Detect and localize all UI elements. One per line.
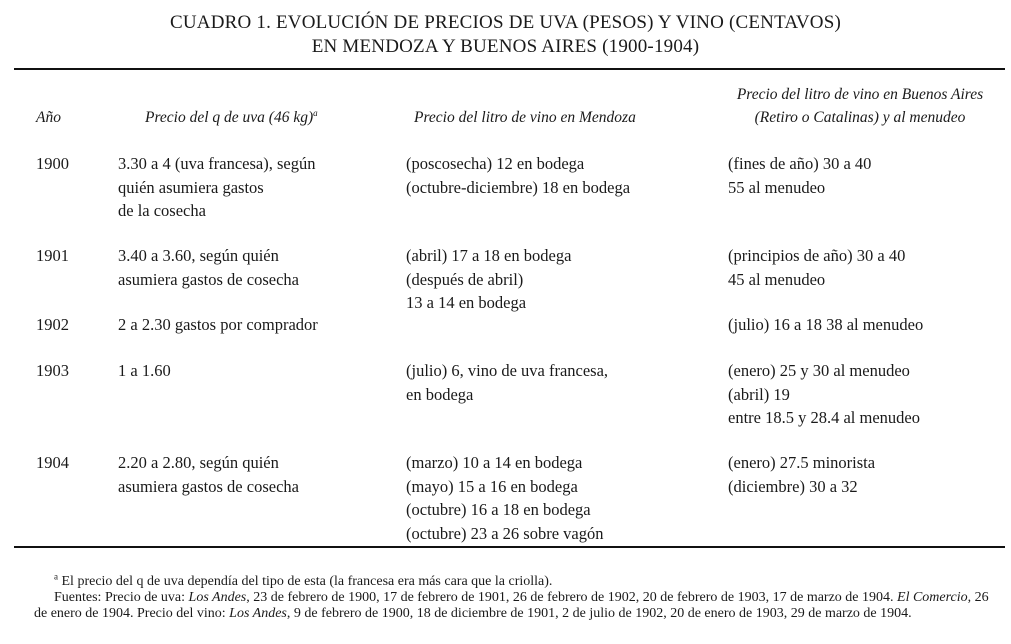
mendoza-price-line: (octubre-diciembre) 18 en bodega (406, 177, 631, 197)
header-year: Año (36, 109, 61, 126)
mendoza-price-line: (poscosecha) 12 en bodega (406, 154, 585, 173)
grape-price-cell (118, 244, 398, 291)
sources-text: , 9 de febrero de 1900, 18 de diciembre de 1901, 2 de julio de 1902, 20 de enero de 1903, 29 de marzo de 1904. (286, 606, 912, 621)
mendoza-price-cell (406, 152, 716, 199)
grape-price-line: 2 a 2.30 gastos por comprador (118, 315, 318, 334)
grape-price-cell (118, 359, 398, 383)
header-grape-price-label: Precio del q de uva (46 kg) (145, 109, 314, 126)
buenos-aires-price-line: (enero) 27.5 minorista (728, 453, 876, 472)
header-buenos-aires-line-2: (Retiro o Catalinas) y al menudeo (754, 109, 966, 126)
mendoza-price-line: (abril) 17 a 18 en bodega (406, 246, 572, 265)
buenos-aires-price-line: (fines de año) 30 a 40 (728, 154, 872, 173)
year-cell: 1900 (36, 154, 69, 173)
header-buenos-aires-price (720, 83, 1000, 129)
year-cell: 1904 (36, 453, 69, 472)
grape-price-line: 3.40 a 3.60, según quién (118, 246, 279, 265)
grape-price-line: 3.30 a 4 (uva francesa), según (118, 154, 316, 173)
table-title-line-1: CUADRO 1. EVOLUCIÓN DE PRECIOS DE UVA (PESOS) Y VINO (CENTAVOS) (169, 12, 841, 33)
grape-price-line: asumiera gastos de cosecha (118, 476, 299, 496)
buenos-aires-price-cell (728, 244, 1008, 291)
buenos-aires-price-line: 55 al menudeo (728, 177, 826, 197)
year-cell: 1902 (36, 315, 69, 334)
grape-price-cell (118, 451, 398, 498)
buenos-aires-price-line: (abril) 19 (728, 384, 790, 404)
buenos-aires-price-cell (728, 152, 1008, 199)
mendoza-price-line: (octubre) 16 a 18 en bodega (406, 500, 591, 519)
year-cell: 1901 (36, 246, 69, 265)
table-title-line-2: EN MENDOZA Y BUENOS AIRES (1900-1904) (311, 36, 700, 57)
top-rule (14, 68, 1005, 70)
sources-text: , 26 de enero de 1904. Precio del vino: (34, 590, 989, 621)
sources-text: , 23 de febrero de 1900, 17 de febrero de 1901, 26 de febrero de 1902, 20 de febrero de 1903, 17 de marzo de 1904. (246, 590, 898, 605)
footnote-marker: a (313, 107, 318, 118)
sources-text: Fuentes: Precio de uva: (54, 590, 189, 605)
buenos-aires-price-line: entre 18.5 y 28.4 al menudeo (728, 408, 920, 427)
header-buenos-aires-line-1: Precio del litro de vino en Buenos Aires (736, 86, 984, 103)
year-cell: 1903 (36, 361, 69, 380)
mendoza-price-line: en bodega (406, 384, 474, 404)
mendoza-price-line: (después de abril) (406, 269, 524, 289)
mendoza-price-cell (406, 451, 716, 545)
buenos-aires-price-cell (728, 451, 1008, 498)
footnote-a-marker: a (54, 571, 58, 582)
buenos-aires-price-cell (728, 313, 1008, 337)
grape-price-line: 1 a 1.60 (118, 361, 171, 380)
grape-price-cell (118, 313, 398, 337)
footnote-a-text: El precio del q de uva dependía del tipo de esta (la francesa era más cara que la criolla). (61, 574, 553, 589)
header-grape-price (145, 106, 318, 129)
source-el-comercio: El Comercio (897, 590, 968, 605)
source-los-andes: Los Andes (229, 606, 287, 621)
table-notes (34, 571, 1004, 622)
buenos-aires-price-cell (728, 359, 1008, 430)
buenos-aires-price-line: (julio) 16 a 18 38 al menudeo (728, 315, 924, 334)
sources-note (34, 590, 1004, 622)
grape-price-line: quién asumiera gastos (118, 177, 264, 197)
buenos-aires-price-line: (diciembre) 30 a 32 (728, 476, 858, 496)
mendoza-price-line: (julio) 6, vino de uva francesa, (406, 361, 609, 380)
grape-price-line: de la cosecha (118, 201, 206, 220)
buenos-aires-price-line: (principios de año) 30 a 40 (728, 246, 906, 265)
source-los-andes: Los Andes (188, 590, 247, 605)
mendoza-price-line: (mayo) 15 a 16 en bodega (406, 476, 578, 496)
bottom-rule (14, 546, 1005, 548)
grape-price-line: 2.20 a 2.80, según quién (118, 453, 279, 472)
footnote-a (34, 571, 1004, 590)
buenos-aires-price-line: (enero) 25 y 30 al menudeo (728, 361, 910, 380)
mendoza-price-line: 13 a 14 en bodega (406, 293, 527, 312)
mendoza-price-cell (406, 359, 716, 406)
mendoza-price-line: (marzo) 10 a 14 en bodega (406, 453, 583, 472)
grape-price-line: asumiera gastos de cosecha (118, 269, 299, 289)
grape-price-cell (118, 152, 398, 223)
mendoza-price-line: (octubre) 23 a 26 sobre vagón (406, 523, 604, 543)
mendoza-price-cell (406, 244, 716, 315)
header-mendoza-price: Precio del litro de vino en Mendoza (414, 109, 636, 126)
buenos-aires-price-line: 45 al menudeo (728, 269, 826, 289)
